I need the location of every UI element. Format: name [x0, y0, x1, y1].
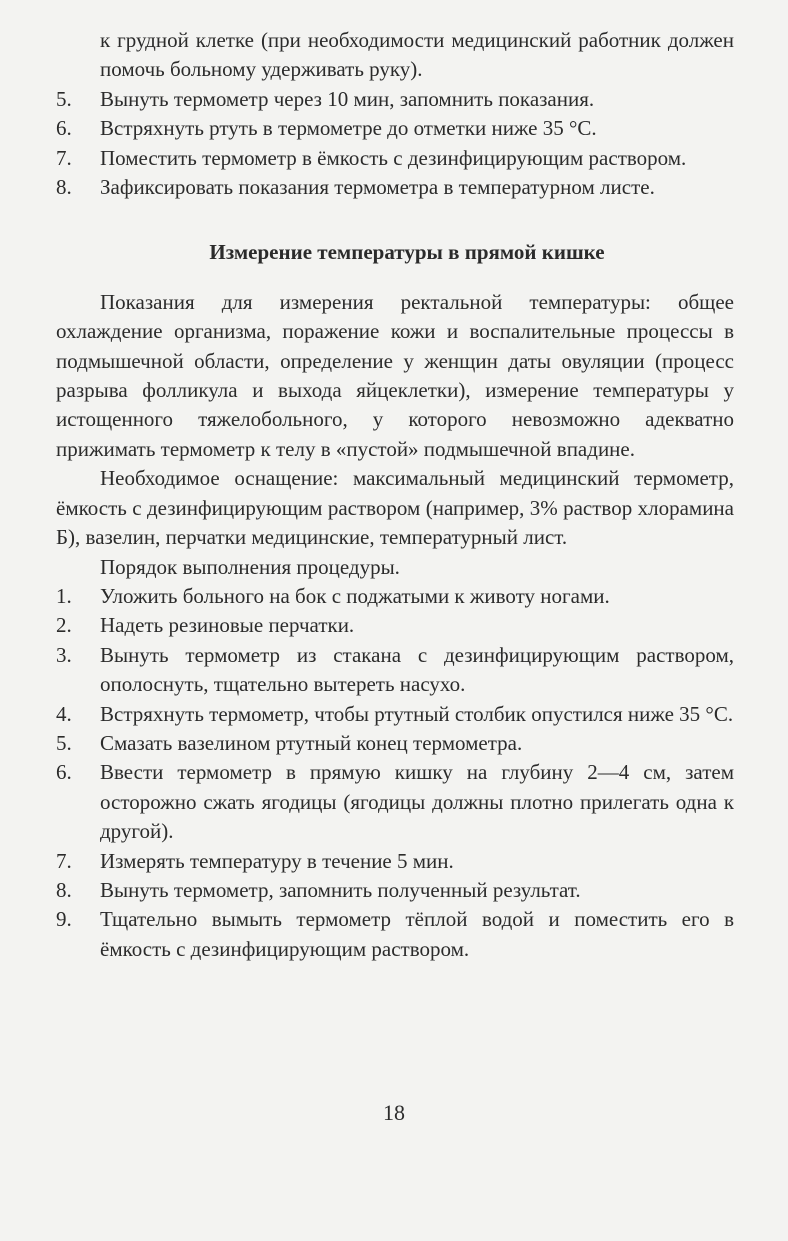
list-item [56, 729, 734, 758]
item-text: Вынуть термометр, запомнить полученный результат. [100, 877, 581, 902]
item-number: 4. [56, 701, 72, 726]
list-item [56, 876, 734, 905]
procedure-intro: Порядок выполнения процедуры. [100, 554, 400, 579]
list-item [56, 611, 734, 640]
indications-paragraph: Показания для измерения ректальной температуры: общее охлаждение организма, поражение кожи и воспалительные процессы в подмышечной области, определение у женщин даты овуляции (процесс разрыва фолликула и выхода яйцеклетки), измерение температуры у истощенного тяжелобольного, у которого невозможно адекватно прижимать термометр к телу в «пустой» подмышечной впадине. [56, 289, 734, 461]
item-text: Тщательно вымыть термометр тёплой водой и поместить его в ёмкость с дезинфицирующим раствором. [100, 907, 734, 961]
list-item [56, 144, 734, 173]
item-text: Зафиксировать показания термометра в температурном листе. [100, 175, 655, 200]
item-number: 7. [56, 848, 72, 873]
list-item [56, 700, 734, 729]
item-number: 7. [56, 145, 72, 170]
list-item [56, 847, 734, 876]
list-item [56, 905, 734, 964]
item-text: Вынуть термометр из стакана с дезинфицирующим раствором, ополоснуть, тщательно вытереть насухо. [100, 642, 734, 697]
item-number: 2. [56, 613, 72, 638]
item-number: 8. [56, 175, 72, 200]
item-number: 9. [56, 907, 72, 932]
item-text: Надеть резиновые перчатки. [100, 613, 355, 638]
item-number: 8. [56, 877, 72, 902]
item-number: 6. [56, 760, 72, 785]
item-text: Поместить термометр в ёмкость с дезинфицирующим раствором. [100, 145, 687, 170]
item-text: Встряхнуть термометр, чтобы ртутный столбик опустился ниже 35 °С. [100, 701, 734, 726]
list-item [56, 114, 734, 143]
steps-list-1 [56, 85, 734, 203]
item-number: 3. [56, 642, 72, 667]
item-text: Ввести термометр в прямую кишку на глубину 2—4 см, затем осторожно сжать ягодицы (ягодицы должны плотно прилегать одна к другой). [100, 760, 734, 844]
list-item [56, 758, 734, 846]
list-item [56, 85, 734, 114]
item-number: 6. [56, 116, 72, 141]
page-number: 18 [383, 1100, 405, 1125]
continuation-text: к грудной клетке (при необходимости медицинский работник должен помочь больному удерживать руку). [100, 28, 734, 82]
equipment-paragraph: Необходимое оснащение: максимальный медицинский термометр, ёмкость с дезинфицирующим раствором (например, 3% раствор хлорамина Б), вазелин, перчатки медицинские, температурный лист. [56, 466, 734, 550]
list-item [56, 173, 734, 202]
item-number: 1. [56, 583, 72, 608]
item-text: Уложить больного на бок с поджатыми к животу ногами. [100, 583, 610, 608]
item-text: Смазать вазелином ртутный конец термометра. [100, 730, 523, 755]
list-item [56, 582, 734, 611]
item-number: 5. [56, 730, 72, 755]
item-number: 5. [56, 86, 72, 111]
item-text: Встряхнуть ртуть в термометре до отметки ниже 35 °С. [100, 116, 597, 141]
item-text: Измерять температуру в течение 5 мин. [100, 848, 454, 873]
item-text: Вынуть термометр через 10 мин, запомнить показания. [100, 86, 595, 111]
section-heading: Измерение температуры в прямой кишке [209, 240, 605, 265]
list-item [56, 641, 734, 700]
steps-list-2 [56, 582, 734, 964]
page-text [56, 26, 734, 964]
